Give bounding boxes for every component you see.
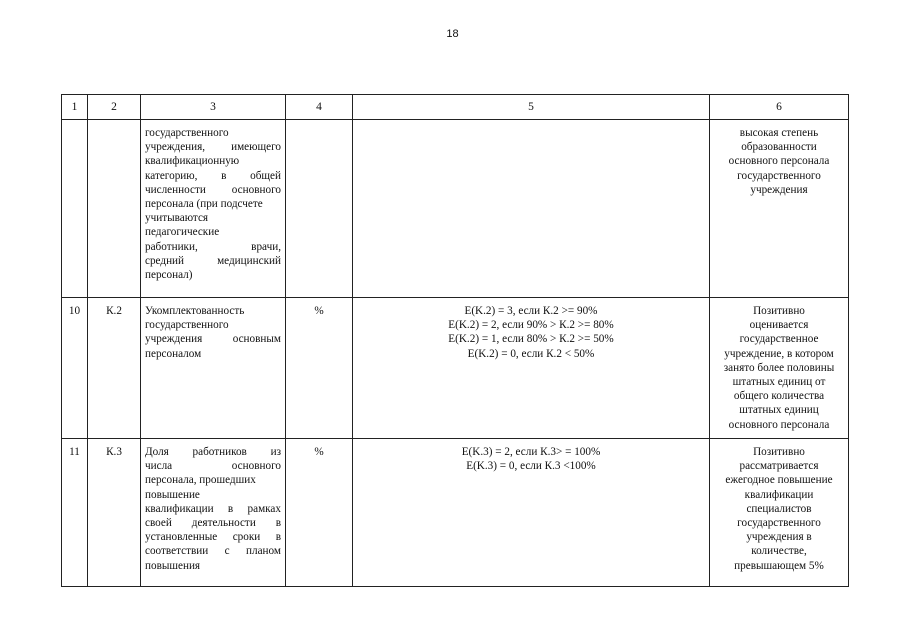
indicator-name-line: соответствии с планом <box>145 545 281 558</box>
note-line: общего количества <box>733 390 825 403</box>
table-row <box>62 298 849 439</box>
note-line: государственное <box>739 333 819 346</box>
indicator-code-cell: К.2 <box>88 298 141 439</box>
indicator-name-line: повышения <box>145 559 201 572</box>
criteria-table <box>61 94 849 587</box>
table-row <box>62 120 849 298</box>
indicator-name-line: числа основного <box>145 460 281 473</box>
indicator-name-line: персонал) <box>145 269 193 282</box>
formula-line: E(K.2) = 2, если 90% > К.2 >= 80% <box>448 319 614 332</box>
table-row <box>62 439 849 587</box>
note-line: квалификации <box>744 488 814 501</box>
indicator-name-line: учитываются <box>145 212 209 225</box>
note-line: ежегодное повышение <box>725 474 833 487</box>
column-header: 5 <box>353 95 710 120</box>
note-line: основного персонала <box>728 418 830 431</box>
page-number: 18 <box>446 28 459 40</box>
column-header: 4 <box>286 95 353 120</box>
unit-cell <box>286 120 353 298</box>
indicator-name-line: персонала, прошедших <box>145 474 256 487</box>
indicator-name-line: средний медицинский <box>145 254 281 267</box>
unit-cell: % <box>286 298 353 439</box>
column-header: 2 <box>88 95 141 120</box>
note-line: высокая степень <box>739 127 819 139</box>
note-line: занято более половины <box>723 361 835 374</box>
indicator-name-line: установленные сроки в <box>145 531 281 544</box>
evaluation-formula-cell <box>353 298 710 439</box>
indicator-name-line: учреждения основным <box>145 333 281 346</box>
formula-line: E(K.2) = 3, если К.2 >= 90% <box>464 305 598 317</box>
note-cell <box>710 298 849 439</box>
row-number-cell: 11 <box>62 439 88 587</box>
indicator-code-cell <box>88 120 141 298</box>
indicator-name-line: квалификации в рамках <box>145 502 281 515</box>
note-line: учреждения <box>750 183 808 196</box>
evaluation-formula-cell <box>353 439 710 587</box>
column-header: 3 <box>141 95 286 120</box>
note-line: образованности <box>741 141 817 154</box>
formula-line: E(K.3) = 0, если К.3 <100% <box>466 460 596 473</box>
row-number-cell <box>62 120 88 298</box>
column-header: 1 <box>62 95 88 120</box>
formula-line: E(K.3) = 2, если К.3> = 100% <box>461 446 601 458</box>
formula-line: E(K.2) = 0, если К.2 < 50% <box>467 347 595 360</box>
indicator-name-line: персонала (при подсчете <box>145 198 263 211</box>
indicator-name-line: численности основного <box>145 183 281 196</box>
indicator-name-line: Доля работников из <box>145 446 281 458</box>
note-line: превышающем 5% <box>734 559 824 572</box>
note-line: Позитивно <box>753 446 805 458</box>
note-cell <box>710 439 849 587</box>
indicator-name-line: своей деятельности в <box>145 517 281 530</box>
note-line: учреждение, в котором <box>724 347 834 360</box>
table-header-row <box>62 95 849 120</box>
note-line: Позитивно <box>753 305 805 317</box>
note-line: основного персонала <box>728 155 830 168</box>
indicator-name-line: Укомплектованность <box>145 305 245 317</box>
indicator-name-line: государственного <box>145 127 229 139</box>
indicator-name-line: педагогические <box>145 226 220 239</box>
indicator-name-line: категорию, в общей <box>145 169 281 182</box>
note-line: штатных единиц <box>739 404 819 417</box>
indicator-name-line: персоналом <box>145 347 202 360</box>
indicator-name-line: учреждения, имеющего <box>145 141 281 154</box>
note-line: специалистов <box>746 502 812 515</box>
note-line: рассматривается <box>739 460 819 473</box>
indicator-name-line: повышение <box>145 488 200 501</box>
indicator-name-cell <box>141 120 286 298</box>
row-number-cell: 10 <box>62 298 88 439</box>
note-cell <box>710 120 849 298</box>
note-line: государственного <box>737 169 821 182</box>
note-line: количестве, <box>751 545 807 558</box>
column-header: 6 <box>710 95 849 120</box>
note-line: учреждения в <box>746 531 812 544</box>
unit-cell: % <box>286 439 353 587</box>
note-line: оценивается <box>749 319 809 332</box>
evaluation-formula-cell <box>353 120 710 298</box>
note-line: государственного <box>737 517 821 530</box>
note-line: штатных единиц от <box>732 376 826 389</box>
indicator-name-line: государственного <box>145 319 229 332</box>
formula-line: E(K.2) = 1, если 80% > К.2 >= 50% <box>448 333 614 346</box>
indicator-name-line: работники, врачи, <box>145 240 281 253</box>
indicator-name-cell <box>141 298 286 439</box>
indicator-name-cell <box>141 439 286 587</box>
indicator-name-line: квалификационную <box>145 155 240 168</box>
indicator-code-cell: К.3 <box>88 439 141 587</box>
